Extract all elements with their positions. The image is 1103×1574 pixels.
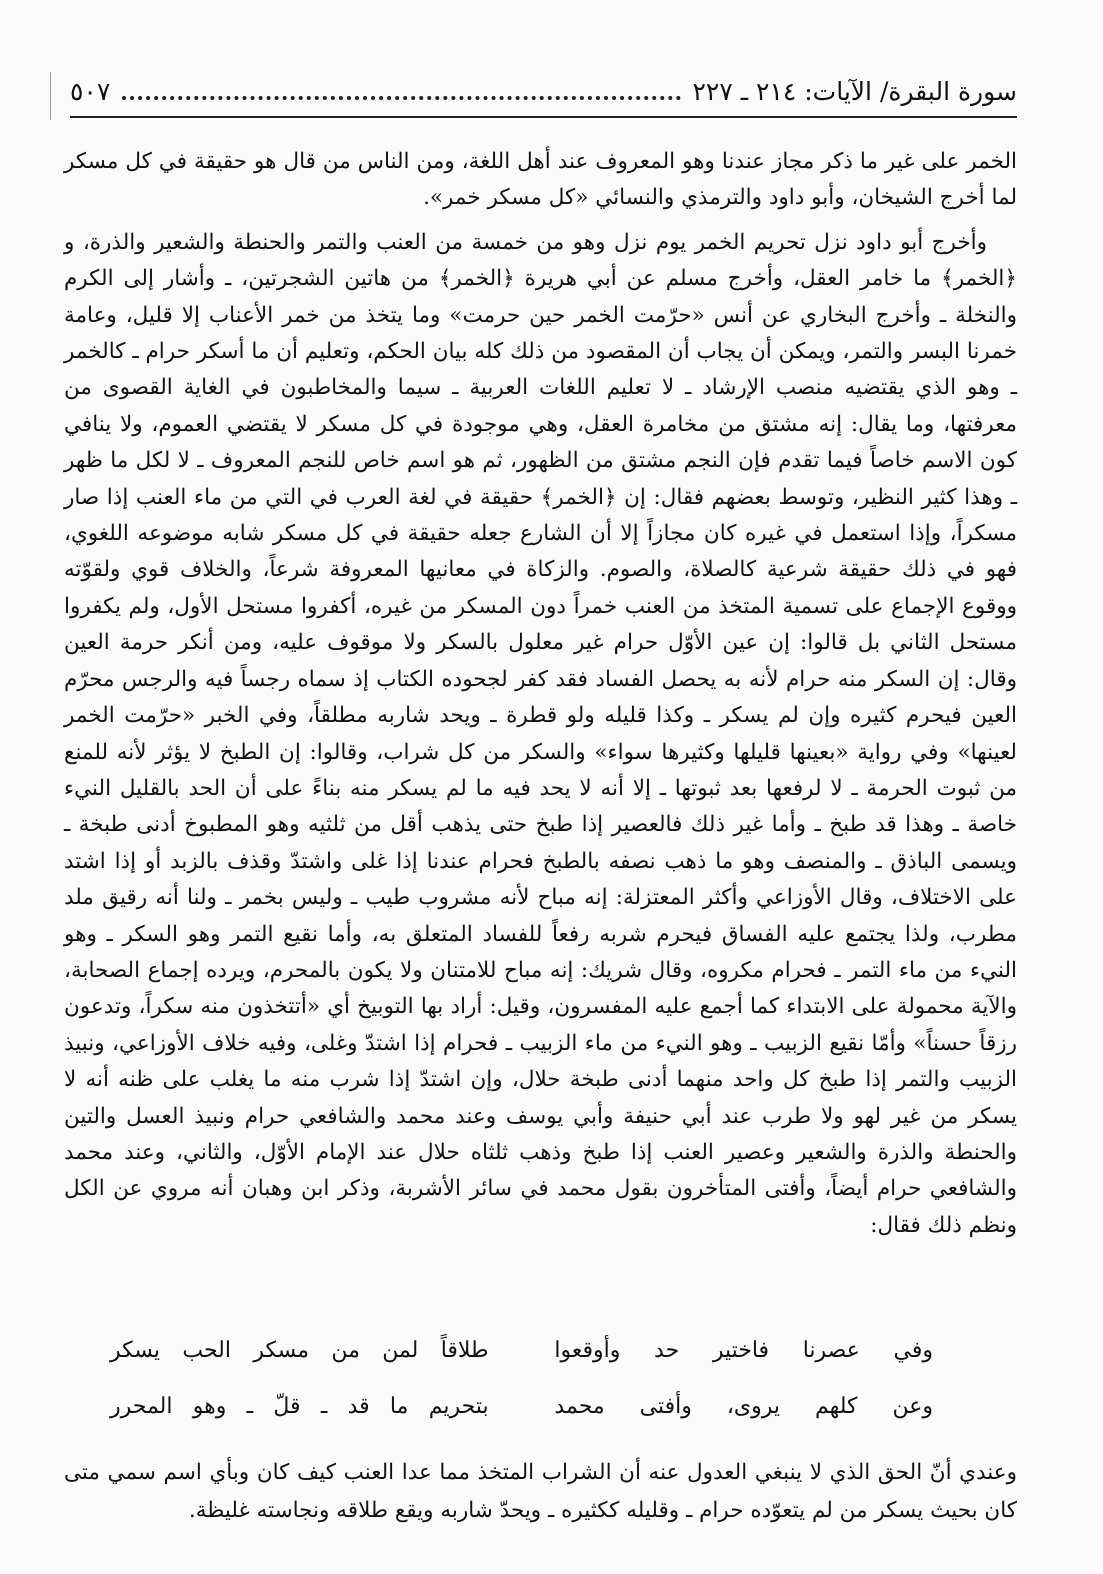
leader-dots <box>122 96 680 100</box>
verse-first-hemistich: وعن كلهم يروى، وأفتى محمد <box>554 1393 933 1419</box>
verse-second-hemistich: بتحريم ما قد ـ قلّ ـ وهو المحرر <box>110 1393 489 1419</box>
paragraph-opening: الخمر على غير ما ذكر مجاز عندنا وهو المعروف عند أهل اللغة، ومن الناس من قال هو حقيقة في كل مسكر لما أخرج الشيخان، وأبو داود والترمذي والنسائي «كل مسكر خمر». <box>64 149 1017 211</box>
running-header <box>70 72 1017 118</box>
paragraph-closing: وعندي أنّ الحق الذي لا ينبغي العدول عنه أن الشراب المتخذ مما عدا العنب كيف كان وبأي اسم سمي متى كان بحيث يسكر من لم يتعوّده حرام ـ وقليله ككثيره ـ ويحدّ شاربه ويقع طلاقه ونجاسته غليظة. <box>64 1459 1017 1523</box>
poem-verse <box>110 1322 933 1378</box>
poem-block <box>110 1322 933 1434</box>
main-text <box>64 144 1017 1244</box>
paragraph-main: وأخرج أبو داود نزل تحريم الخمر يوم نزل وهو من خمسة من العنب والتمر والحنطة والشعير والذرة، و ﴿الخمر﴾ ما خامر العقل، وأخرج مسلم عن أبي هريرة ﴿الخمر﴾ من هاتين الشجرتين، ـ وأشار إلى الكرم والنخلة ـ وأخرج البخاري عن أنس «حرّمت الخمر حين حرمت» وما يتخذ من خمر الأعناب إلا قليل، وعامة خمرنا البسر والتمر، ويمكن أن يجاب أن المقصود من ذلك كله بيان الحكم، وتعليم أن ما أسكر حرام ـ كالخمر ـ وهو الذي يقتضيه منصب الإرشاد ـ لا تعليم اللغات العربية ـ سيما والمخاطبون في الغاية القصوى من معرفتها، وما يقال: إنه مشتق من مخامرة العقل، وهي موجودة في كل مسكر لا يقتضي العموم، ولا ينافي كون الاسم خاصاً فيما تقدم فإن النجم مشتق من الظهور، ثم هو اسم خاص للنجم المعروف ـ لا لكل ما ظهر ـ وهذا كثير النظير، وتوسط بعضهم فقال: إن ﴿الخمر﴾ حقيقة في لغة العرب في التي من ماء العنب إذا صار مسكراً، وإذا استعمل في غيره كان مجازاً إلا أن الشارع جعله حقيقة في كل مسكر شابه موضوعه اللغوي، فهو في ذلك حقيقة شرعية كالصلاة، والصوم. والزكاة في معانيها المعروفة شرعاً، والخلاف قوي ولقوّته ووقوع الإجماع على تسمية المتخذ من العنب خمراً دون المسكر من غيره، أكفروا مستحل الأول، ولم يكفروا مستحل الثاني بل قالوا: إن عين الأوّل حرام غير معلول بالسكر ولا موقوف عليه، ومن أنكر حرمة العين وقال: إن السكر منه حرام لأنه به يحصل الفساد فقد كفر لجحوده الكتاب إذ سماه رجساً فيه والرجس محرّم العين فيحرم كثيره وإن لم يسكر ـ وكذا قليله ولو قطرة ـ ويحد شاربه مطلقاً، وفي الخبر «حرّمت الخمر لعينها» وفي رواية «بعينها قليلها وكثيرها سواء» والسكر من كل شراب، وقالوا: إن الطبخ لا يؤثر لأنه للمنع من ثبوت الحرمة ـ لا لرفعها بعد ثبوتها ـ إلا أنه لا يحد فيه ما لم يسكر منه بناءً على أن الحد بالقليل النيء خاصة ـ وهذا قد طبخ ـ وأما غير ذلك فالعصير إذا طبخ حتى يذهب أقل من ثلثيه وهو المطبوخ أدنى طبخة ـ ويسمى الباذق ـ والمنصف وهو ما ذهب نصفه بالطبخ فحرام عندنا إذا غلى واشتدّ وقذف بالزبد أو إذا اشتد على الاختلاف، وقال الأوزاعي وأكثر المعتزلة: إنه مباح لأنه مشروب طيب ـ وليس بخمر ـ ولنا أنه رقيق ملد مطرب، ولذا يجتمع عليه الفساق فيحرم شربه رفعاً للفساد المتعلق به، وأما نقيع التمر وهو السكر ـ وهو النيء من ماء التمر ـ فحرام مكروه، وقال شريك: إنه مباح للامتنان ولا يكون بالمحرم، ويرده إجماع الصحابة، والآية محمولة على الابتداء كما أجمع عليه المفسرون، وقيل: أراد بها التوبيخ أي «أتتخذون منه سكراً، وتدعون رزقاً حسناً» وأمّا نقيع الزبيب ـ وهو النيء من ماء الزبيب ـ فحرام إذا اشتدّ وغلى، وفيه خلاف الأوزاعي، ونبيذ الزبيب والتمر إذا طبخ كل واحد منهما أدنى طبخة حلال، وإن اشتدّ إذا شرب منه ما يغلب على ظنه أنه لا يسكر من غير لهو ولا طرب عند أبي حنيفة وأبي يوسف وعند محمد والشافعي حرام ونبيذ العسل والتين والحنطة والذرة والشعير وعصير العنب إذا طبخ وذهب ثلثاه حلال عند الإمام الأوّل، والثاني، وعند محمد والشافعي حرام أيضاً، وأفتى المتأخرون بقول محمد في سائر الأشربة، وذكر ابن وهبان أنه مروي عن الكل ونظم ذلك فقال: <box>64 229 1017 1238</box>
verse-first-hemistich: وفي عصرنا فاختير حد وأوقعوا <box>554 1337 933 1363</box>
verse-second-hemistich: طلاقاً لمن من مسكر الحب يسكر <box>110 1337 489 1363</box>
poem-verse <box>110 1378 933 1434</box>
page-number: ٥٠٧ <box>70 77 111 106</box>
surah-title: سورة البقرة/ الآيات: ٢١٤ ـ ٢٢٧ <box>692 77 1017 106</box>
closing-text <box>64 1432 1017 1551</box>
margin-rule <box>50 72 51 120</box>
